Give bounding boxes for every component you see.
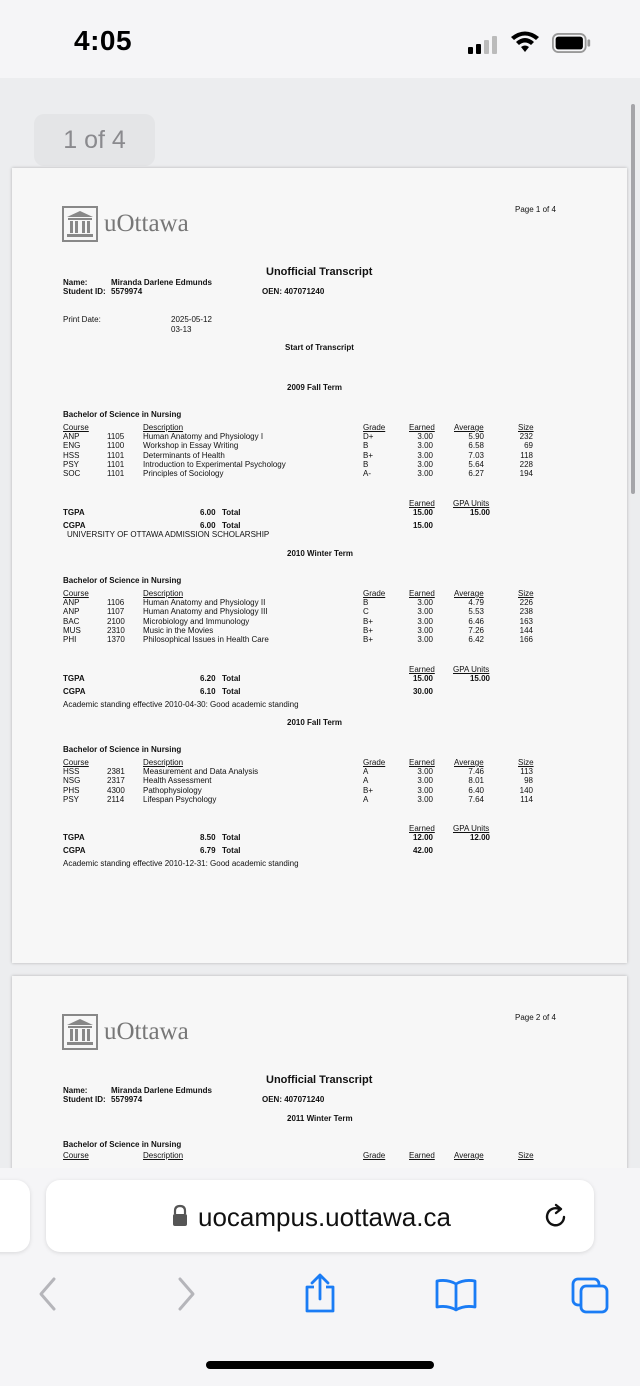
tgpa-earned: 15.00 [412,673,433,683]
col-earned: Earned [409,589,435,598]
course-description: Human Anatomy and Physiology III [143,607,268,617]
col-average: Average [454,758,484,767]
cgpa-earned: 42.00 [412,846,433,856]
status-bar [0,0,640,78]
course-number: 2381 [107,767,125,776]
term-note: UNIVERSITY OF OTTAWA ADMISSION SCHOLARSHIP [67,529,270,539]
course-number: 2114 [107,794,125,804]
home-indicator [206,1361,434,1369]
pdf-page-1 [12,168,627,963]
course-size: 166 [519,635,533,645]
course-grade: B [363,441,369,451]
col-earned: Earned [409,1151,435,1160]
student-id-label: Student ID: [63,1095,106,1104]
course-average: 6.27 [468,469,484,479]
course-number: 1107 [107,607,125,617]
clock: 4:05 [74,25,133,56]
col-grade: Grade [363,758,386,767]
course-size: 226 [519,598,533,607]
course-average: 7.64 [468,794,484,804]
course-description: Lifespan Psychology [143,794,217,804]
start-of-transcript: Start of Transcript [285,343,354,352]
student-id-value: 5579974 [111,1095,143,1104]
course-size: 194 [519,469,533,479]
course-description: Human Anatomy and Physiology I [143,432,264,441]
course-average: 6.42 [468,635,484,645]
cellular-signal-icon [468,34,502,54]
scrollbar[interactable] [631,104,635,494]
lock-icon [172,1204,188,1228]
course-size: 232 [519,432,533,441]
course-number: 1106 [107,598,125,607]
course-grade: D+ [363,432,374,441]
tgpa-gpa-units: 12.00 [469,833,490,843]
url-text[interactable]: uocampus.uottawa.ca [198,1202,451,1232]
course-average: 5.53 [468,607,484,617]
student-id-value: 5579974 [111,287,143,296]
course-description: Determinants of Health [143,450,225,460]
course-size: 114 [520,794,533,804]
course-average: 5.64 [468,459,484,469]
course-subject: ANP [63,598,80,607]
course-number: 2100 [107,616,125,626]
tgpa-gpa-units: 15.00 [469,507,490,517]
col-earned: Earned [409,423,435,432]
course-grade: B+ [363,450,374,460]
course-subject: ANP [63,432,80,441]
transcript-title: Unofficial Transcript [266,1074,373,1086]
cgpa-earned: 15.00 [412,520,433,530]
course-earned: 3.00 [417,625,433,635]
col-grade: Grade [363,589,386,598]
course-grade: B+ [363,635,374,645]
course-earned: 3.00 [417,450,433,460]
course-subject: ANP [63,607,80,617]
battery-icon [552,32,592,54]
program-heading: Bachelor of Science in Nursing [63,576,182,585]
course-earned: 3.00 [417,459,433,469]
course-grade: C [363,607,369,617]
page-counter: 1 of 4 [34,114,155,166]
course-subject: ENG [63,441,81,451]
col-course: Course [63,589,89,598]
course-size: 144 [519,625,533,635]
name-value: Miranda Darlene Edmunds [111,1086,212,1095]
tgpa-label: TGPA [63,833,85,843]
course-earned: 3.00 [417,441,433,451]
pdf-viewer[interactable] [0,78,640,1168]
course-size: 98 [524,776,533,786]
summary-gpa-units-label: GPA Units [453,824,490,834]
logo-text: uOttawa [104,210,189,237]
course-grade: B+ [363,625,374,635]
course-earned: 3.00 [417,607,433,617]
cgpa-value: 6.10 [200,686,216,696]
course-grade: B [363,598,369,607]
course-grade: B+ [363,616,374,626]
col-size: Size [518,589,534,598]
col-size: Size [518,1151,534,1160]
course-grade: A [363,794,369,804]
col-average: Average [454,589,484,598]
course-grade: A- [363,469,371,479]
course-description: Human Anatomy and Physiology II [143,598,266,607]
col-course: Course [63,758,89,767]
course-average: 4.79 [468,598,484,607]
course-size: 163 [519,616,533,626]
program-heading: Bachelor of Science in Nursing [63,745,182,754]
uottawa-logo [62,1012,212,1052]
col-average: Average [454,1151,484,1160]
course-size: 113 [520,767,533,776]
tgpa-label: TGPA [63,673,85,683]
tabs-icon[interactable] [570,1276,610,1314]
cgpa-value: 6.00 [200,520,216,530]
course-average: 7.03 [468,450,484,460]
course-grade: B+ [363,785,374,795]
course-description: Principles of Sociology [143,469,224,479]
col-size: Size [518,423,534,432]
course-subject: NSG [63,776,81,786]
term-heading: 2009 Fall Term [287,383,342,392]
previous-tab-preview[interactable] [0,1180,30,1252]
tgpa-total-label: Total [222,833,241,843]
summary-earned-label: Earned [409,824,435,834]
summary-earned-label: Earned [409,664,435,674]
course-earned: 3.00 [417,794,433,804]
course-number: 1101 [107,459,125,469]
print-date-label: Print Date: [63,315,101,324]
page-number: Page 1 of 4 [515,205,556,214]
tgpa-value: 8.50 [200,833,216,843]
course-size: 140 [519,785,533,795]
course-earned: 3.00 [417,635,433,645]
course-size: 118 [520,450,533,460]
tgpa-earned: 15.00 [412,507,433,517]
tgpa-earned: 12.00 [412,833,433,843]
course-description: Measurement and Data Analysis [143,767,259,776]
cgpa-total-label: Total [222,686,241,696]
cgpa-earned: 30.00 [412,686,433,696]
tgpa-value: 6.20 [200,673,216,683]
course-subject: PSY [63,459,80,469]
course-average: 7.46 [468,767,484,776]
col-description: Description [143,1151,184,1160]
bookmarks-icon[interactable] [434,1278,478,1312]
course-subject: PHS [63,785,80,795]
course-average: 8.01 [468,776,484,786]
course-subject: PSY [63,794,80,804]
summary-earned-label: Earned [409,498,435,508]
oen: OEN: 407071240 [262,287,325,296]
course-grade: B [363,459,369,469]
uottawa-logo [62,204,212,244]
browser-toolbar [0,1168,640,1386]
course-description: Workshop in Essay Writing [143,441,239,451]
summary-gpa-units-label: GPA Units [453,498,490,508]
col-description: Description [143,589,184,598]
pdf-page-2 [12,976,627,1168]
cgpa-label: CGPA [63,846,86,856]
name-value: Miranda Darlene Edmunds [111,278,212,287]
course-number: 2310 [107,625,125,635]
page-number: Page 2 of 4 [515,1013,556,1022]
course-description: Pathophysiology [143,785,202,795]
logo-text: uOttawa [104,1018,189,1045]
print-date-line2: 03-13 [171,325,192,334]
course-number: 4300 [107,785,125,795]
course-subject: PHI [63,635,77,645]
course-number: 1101 [107,469,125,479]
name-label: Name: [63,278,88,287]
term-heading: 2010 Winter Term [287,549,354,558]
tgpa-gpa-units: 15.00 [469,673,490,683]
course-average: 6.46 [468,616,484,626]
course-earned: 3.00 [417,776,433,786]
uottawa-crest-icon [62,206,98,242]
wifi-icon [510,30,540,54]
term-note: Academic standing effective 2010-12-31: Good academic standing [63,859,299,869]
share-icon[interactable] [302,1272,338,1314]
course-grade: A [363,767,369,776]
col-size: Size [518,758,534,767]
course-earned: 3.00 [417,432,433,441]
course-number: 1100 [107,441,125,451]
course-average: 5.90 [468,432,484,441]
course-number: 2317 [107,776,125,786]
course-description: Health Assessment [143,776,212,786]
col-grade: Grade [363,1151,386,1160]
course-subject: HSS [63,767,80,776]
name-label: Name: [63,1086,88,1095]
tgpa-total-label: Total [222,507,241,517]
course-number: 1105 [107,432,125,441]
transcript-title: Unofficial Transcript [266,266,373,278]
col-description: Description [143,758,184,767]
term-heading: 2010 Fall Term [287,718,342,727]
course-average: 7.26 [468,625,484,635]
program-heading: Bachelor of Science in Nursing [63,1140,182,1149]
course-description: Philosophical Issues in Health Care [143,635,269,645]
col-earned: Earned [409,758,435,767]
course-earned: 3.00 [417,469,433,479]
course-earned: 3.00 [417,598,433,607]
cgpa-total-label: Total [222,846,241,856]
course-number: 1101 [107,450,125,460]
course-earned: 3.00 [417,785,433,795]
col-course: Course [63,1151,89,1160]
course-description: Introduction to Experimental Psychology [143,459,286,469]
col-description: Description [143,423,184,432]
tgpa-label: TGPA [63,507,85,517]
course-subject: HSS [63,450,80,460]
course-average: 6.58 [468,441,484,451]
course-description: Music in the Movies [143,625,214,635]
cgpa-value: 6.79 [200,846,216,856]
back-icon[interactable] [36,1276,60,1312]
cgpa-label: CGPA [63,686,86,696]
term-note: Academic standing effective 2010-04-30: Good academic standing [63,699,299,709]
course-subject: BAC [63,616,80,626]
address-bar[interactable] [46,1180,594,1252]
course-subject: SOC [63,469,81,479]
student-id-label: Student ID: [63,287,106,296]
course-grade: A [363,776,369,786]
col-course: Course [63,423,89,432]
col-average: Average [454,423,484,432]
course-subject: MUS [63,625,81,635]
program-heading: Bachelor of Science in Nursing [63,410,182,419]
course-earned: 3.00 [417,616,433,626]
course-earned: 3.00 [417,767,433,776]
summary-gpa-units-label: GPA Units [453,664,490,674]
tgpa-value: 6.00 [200,507,216,517]
print-date-line1: 2025-05-12 [171,315,212,324]
tgpa-total-label: Total [222,673,241,683]
course-size: 228 [519,459,533,469]
term-heading: 2011 Winter Term [287,1114,353,1123]
uottawa-crest-icon [62,1014,98,1050]
course-size: 69 [524,441,533,451]
oen: OEN: 407071240 [262,1095,325,1104]
course-size: 238 [519,607,533,617]
col-grade: Grade [363,423,386,432]
forward-icon[interactable] [174,1276,198,1312]
reload-icon[interactable] [542,1202,570,1230]
course-average: 6.40 [468,785,484,795]
course-number: 1370 [107,635,125,645]
cgpa-label: CGPA [63,520,86,530]
cgpa-total-label: Total [222,520,241,530]
course-description: Microbiology and Immunology [143,616,250,626]
